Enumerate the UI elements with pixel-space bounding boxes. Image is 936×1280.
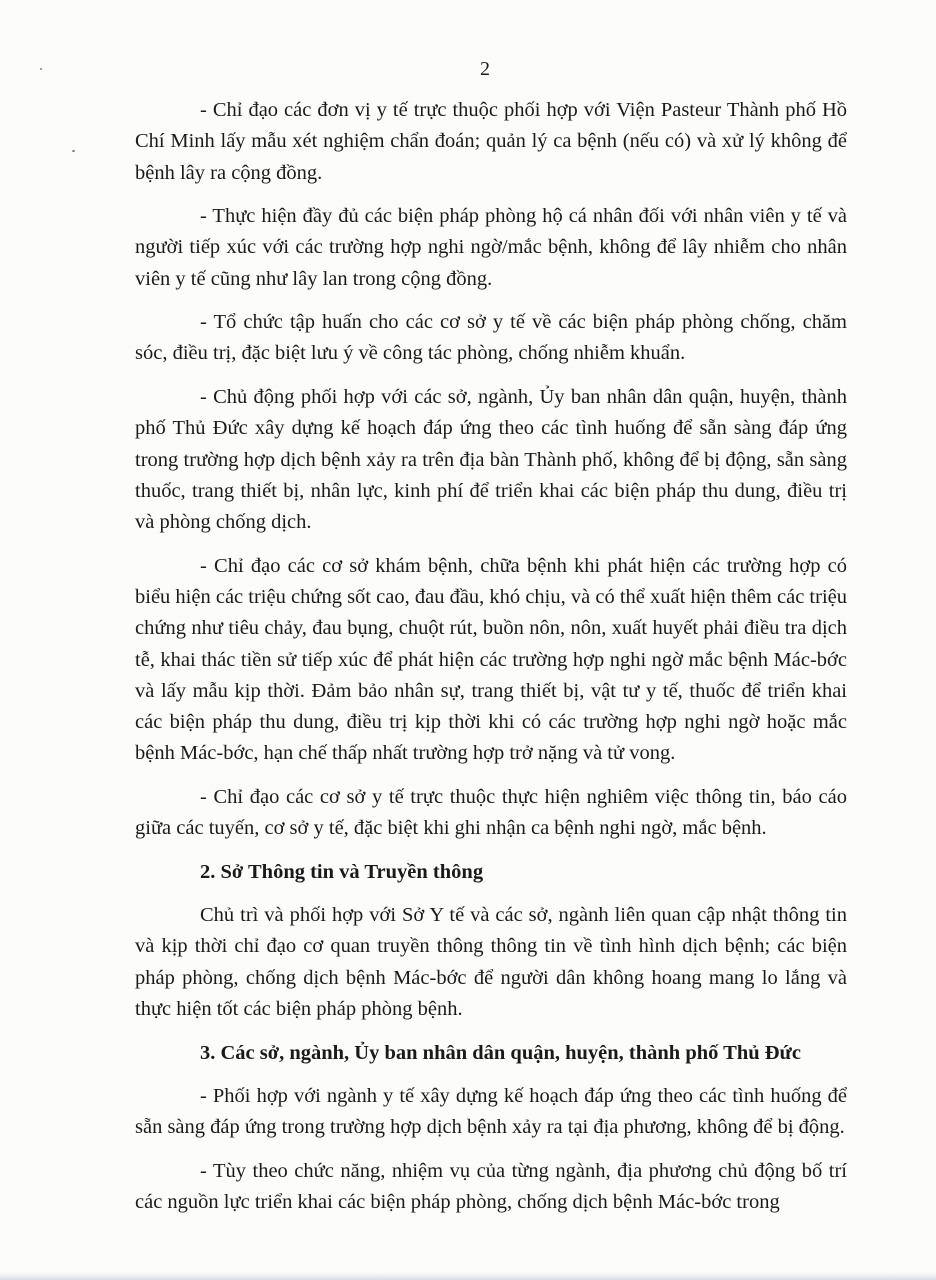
paragraph: - Chỉ đạo các cơ sở y tế trực thuộc thực hiện nghiêm việc thông tin, báo cáo giữa các tuyến, cơ sở y tế, đặc biệt khi ghi nhận ca bệnh nghi ngờ, mắc bệnh. [135,785,847,840]
page-number: 2 [480,58,490,80]
paragraph: - Chỉ đạo các đơn vị y tế trực thuộc phối hợp với Viện Pasteur Thành phố Hồ Chí Minh lấy mẫu xét nghiệm chẩn đoán; quản lý ca bệnh (nếu có) và xử lý không để bệnh lây ra cộng đồng. [135,99,847,184]
paragraph: - Chủ động phối hợp với các sở, ngành, Ủy ban nhân dân quận, huyện, thành phố Thủ Đức xây dựng kế hoạch đáp ứng theo các tình huống để sẵn sàng đáp ứng trong trường hợp dịch bệnh xảy ra trên địa bàn Thành phố, không để bị động, sẵn sàng thuốc, trang thiết bị, nhân lực, kinh phí để triển khai các biện pháp thu dung, điều trị và phòng chống dịch. [135,385,847,534]
scan-speck [72,150,75,152]
section-heading-2: 2. Sở Thông tin và Truyền thông [200,860,484,883]
paragraph: - Tùy theo chức năng, nhiệm vụ của từng ngành, địa phương chủ động bố trí các nguồn lực triển khai các biện pháp phòng, chống dịch bệnh Mác-bớc trong [135,1159,847,1214]
section-heading-3: 3. Các sở, ngành, Ủy ban nhân dân quận, huyện, thành phố Thủ Đức [200,1041,801,1064]
paragraph: - Thực hiện đầy đủ các biện pháp phòng hộ cá nhân đối với nhân viên y tế và người tiếp xúc với các trường hợp nghi ngờ/mắc bệnh, không để lây nhiễm cho nhân viên y tế cũng như lây lan trong cộng đồng. [135,205,847,290]
paragraph: - Chỉ đạo các cơ sở khám bệnh, chữa bệnh khi phát hiện các trường hợp có biểu hiện các triệu chứng sốt cao, đau đầu, khó chịu, và có thể xuất hiện thêm các triệu chứng như tiêu chảy, đau bụng, chuột rút, buồn nôn, nôn, xuất huyết phải điều tra dịch tễ, khai thác tiền sử tiếp xúc để phát hiện các trường hợp nghi ngờ mắc bệnh Mác-bớc và lấy mẫu kịp thời. Đảm bảo nhân sự, trang thiết bị, vật tư y tế, thuốc để triển khai các biện pháp thu dung, điều trị kịp thời khi có các trường hợp nghi ngờ hoặc mắc bệnh Mác-bớc, hạn chế thấp nhất trường hợp trở nặng và tử vong. [135,554,847,765]
paragraph: - Phối hợp với ngành y tế xây dựng kế hoạch đáp ứng theo các tình huống để sẵn sàng đáp ứng trong trường hợp dịch bệnh xảy ra tại địa phương, không để bị động. [135,1085,847,1139]
paragraph: Chủ trì và phối hợp với Sở Y tế và các sở, ngành liên quan cập nhật thông tin và kịp thời chỉ đạo cơ quan truyền thông thông tin về tình hình dịch bệnh; các biện pháp phòng, chống dịch bệnh Mác-bớc để người dân không hoang mang lo lắng và thực hiện tốt các biện pháp phòng bệnh. [135,904,847,1021]
document-body [135,95,847,1231]
paragraph: - Tổ chức tập huấn cho các cơ sở y tế về các biện pháp phòng chống, chăm sóc, điều trị, đặc biệt lưu ý về công tác phòng, chống nhiễm khuẩn. [135,311,847,365]
scan-bottom-edge [0,1272,936,1280]
